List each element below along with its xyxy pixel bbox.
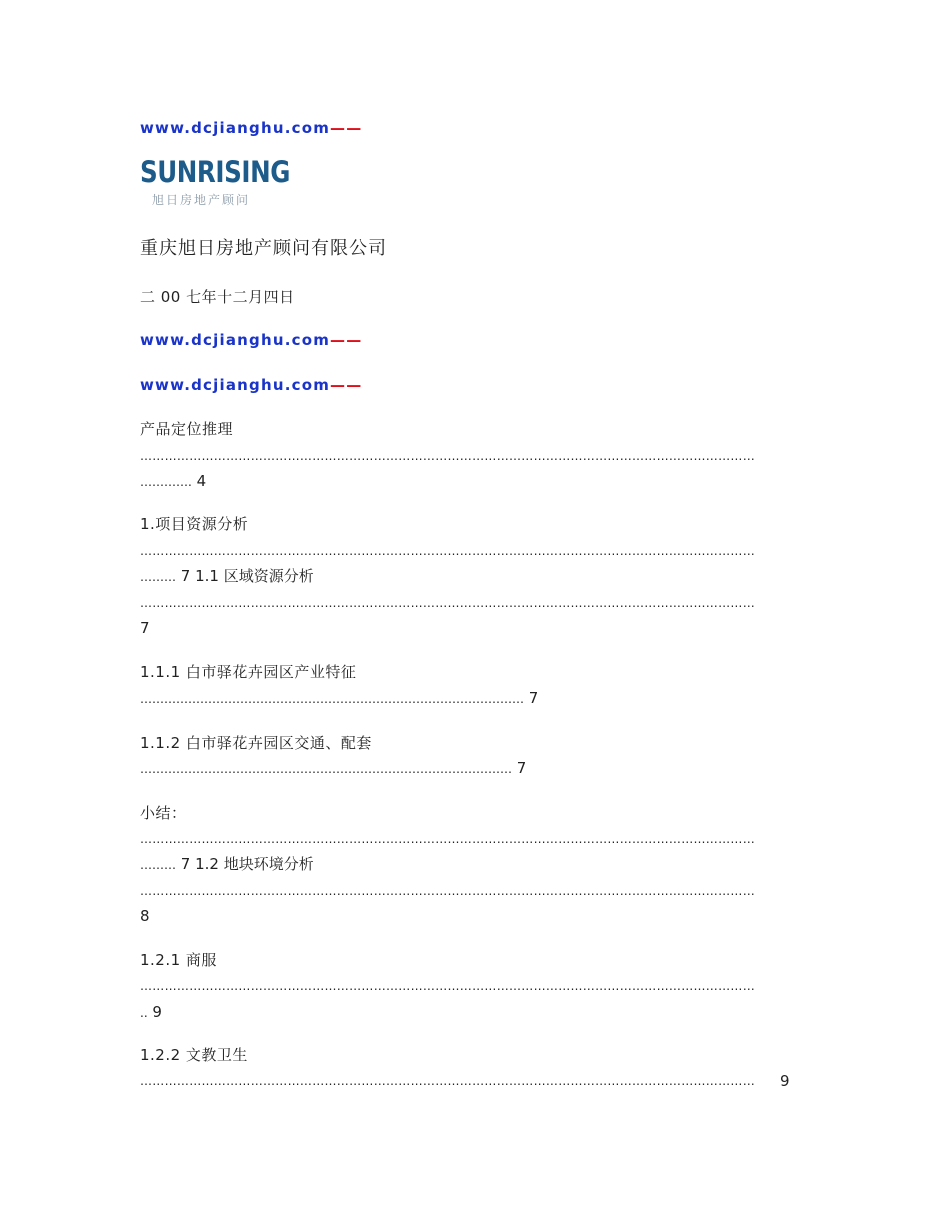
- site-watermark[interactable]: [140, 375, 362, 395]
- toc-short-leader: ………: [140, 858, 176, 872]
- toc-page-number: 7: [180, 855, 191, 873]
- toc-short-leader: ………: [140, 570, 176, 584]
- toc-entry-title[interactable]: 1.2.2 文教卫生: [140, 1046, 248, 1064]
- toc-dot-leader: ……………………………………………………………………………………………………………………………………: [140, 449, 755, 463]
- toc-leader-tail: [140, 758, 526, 779]
- toc-leader-tail: [140, 566, 314, 587]
- toc-entry-title[interactable]: 1.2.1 商服: [140, 951, 217, 969]
- toc-leader-tail: [140, 471, 206, 492]
- sunrising-logo: [140, 154, 292, 212]
- document-date: 二 00 七年十二月四日: [140, 288, 295, 306]
- site-dash: ——: [330, 376, 363, 394]
- site-dash: ——: [330, 331, 363, 349]
- toc-leader-tail: [140, 1002, 162, 1023]
- toc-entry-title[interactable]: 1.2 地块环境分析: [195, 855, 314, 873]
- toc-entry-title[interactable]: 1.1.1 白市驿花卉园区产业特征: [140, 663, 357, 681]
- toc-page-number: 7: [140, 619, 150, 637]
- toc-short-leader: ..: [140, 1006, 148, 1020]
- toc-page-number: 4: [196, 472, 207, 490]
- toc-entry-title[interactable]: 小结：: [140, 804, 187, 822]
- site-watermark[interactable]: [140, 118, 362, 138]
- toc-dot-leader: ……………………………………………………………………………………………………………………………………: [140, 596, 755, 610]
- toc-dot-leader: ……………………………………………………………………………………………………………………………………: [140, 979, 755, 993]
- site-url[interactable]: www.dcjianghu.com: [140, 119, 331, 137]
- toc-page-number: 7: [516, 759, 527, 777]
- toc-dot-leader: ……………………………………………………………………………………………………………………………………: [140, 544, 755, 558]
- toc-leader-tail: [140, 854, 314, 875]
- toc-dot-leader: …………………………………………………………………………………: [140, 762, 512, 776]
- toc-page-number: 7: [528, 689, 539, 707]
- site-watermark[interactable]: [140, 330, 362, 350]
- toc-page-number: 7: [180, 567, 191, 585]
- site-dash: ——: [330, 119, 363, 137]
- toc-entry-title[interactable]: 1.1.2 白市驿花卉园区交通、配套: [140, 734, 372, 752]
- logo-wordmark-graphic: [140, 154, 292, 190]
- toc-dot-leader: ……………………………………………………………………………………: [140, 692, 524, 706]
- site-url[interactable]: www.dcjianghu.com: [140, 331, 331, 349]
- logo-subtitle: 旭日房地产顾问: [152, 193, 251, 207]
- toc-leader-tail: [140, 688, 538, 709]
- logo-wordmark-text: SUNRISING: [140, 155, 290, 189]
- toc-dot-leader: ……………………………………………………………………………………………………………………………………: [140, 884, 755, 898]
- toc-entry-title[interactable]: 产品定位推理: [140, 420, 234, 438]
- toc-dot-leader: ……………………………………………………………………………………………………………………………………: [140, 1074, 755, 1088]
- toc-page-number: 9: [152, 1003, 162, 1021]
- toc-dot-leader: ……………………………………………………………………………………………………………………………………: [140, 832, 755, 846]
- toc-entry-title[interactable]: 1.项目资源分析: [140, 515, 249, 533]
- toc-page-number: 9: [780, 1072, 790, 1090]
- site-url[interactable]: www.dcjianghu.com: [140, 376, 331, 394]
- toc-entry-title[interactable]: 1.1 区域资源分析: [195, 567, 314, 585]
- company-name: 重庆旭日房地产顾问有限公司: [140, 238, 387, 259]
- toc-short-leader: ………….: [140, 475, 192, 489]
- toc-page-number: 8: [140, 907, 150, 925]
